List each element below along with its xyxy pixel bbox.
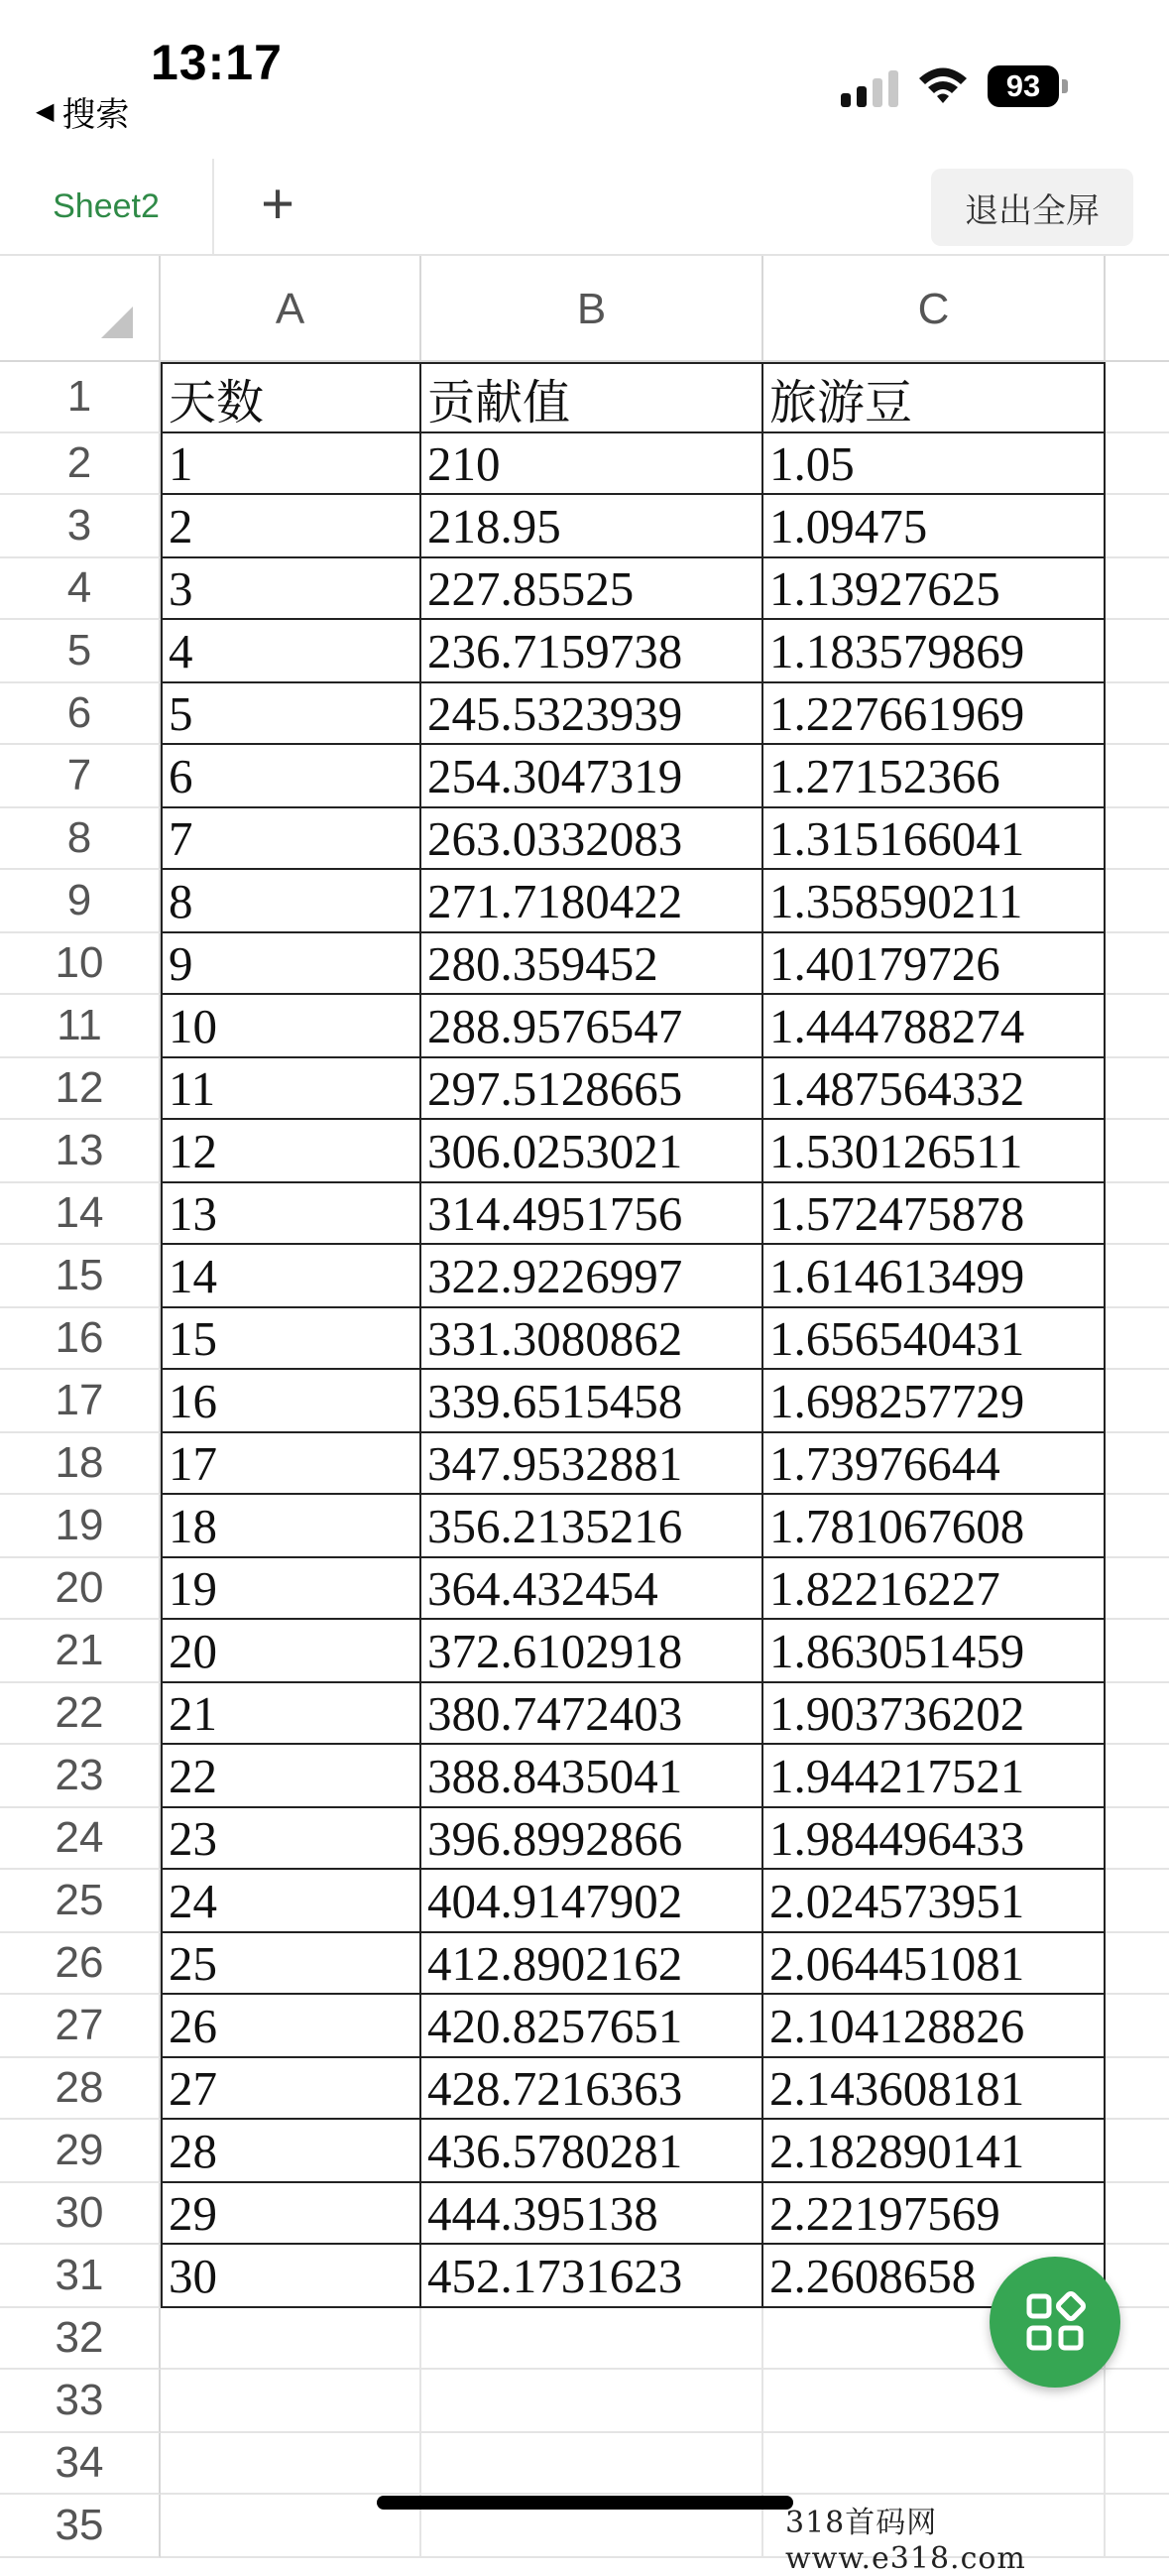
cell-c[interactable]: 2.182890141: [763, 2120, 1106, 2183]
cell-d[interactable]: [1106, 1495, 1169, 1558]
cell-b[interactable]: 428.7216363: [421, 2058, 763, 2120]
cell-c[interactable]: 2.064451081: [763, 1933, 1106, 1995]
cell-a[interactable]: 14: [161, 1245, 421, 1308]
cell-b[interactable]: 297.5128665: [421, 1058, 763, 1120]
cell-c[interactable]: 2.143608181: [763, 2058, 1106, 2120]
cell-a[interactable]: 19: [161, 1558, 421, 1620]
cell-a[interactable]: 9: [161, 933, 421, 995]
cell-c[interactable]: [763, 2433, 1106, 2495]
cell-b[interactable]: 227.85525: [421, 558, 763, 620]
row-header[interactable]: 25: [0, 1870, 161, 1933]
row-header[interactable]: 14: [0, 1183, 161, 1245]
cell-a[interactable]: 2: [161, 495, 421, 558]
cell-b[interactable]: 314.4951756: [421, 1183, 763, 1245]
cell-a[interactable]: 24: [161, 1870, 421, 1933]
table-row: [0, 1870, 1169, 1933]
cell-c[interactable]: 1.09475: [763, 495, 1106, 558]
cell-c[interactable]: 1.614613499: [763, 1245, 1106, 1308]
cell-c[interactable]: 1.487564332: [763, 1058, 1106, 1120]
cell-c[interactable]: 旅游豆: [763, 362, 1106, 433]
cell-b[interactable]: 452.1731623: [421, 2245, 763, 2308]
table-row: [0, 1433, 1169, 1495]
cell-d[interactable]: [1106, 995, 1169, 1058]
row-header[interactable]: 35: [0, 2495, 161, 2558]
cell-c[interactable]: 1.863051459: [763, 1620, 1106, 1683]
cell-b[interactable]: 364.432454: [421, 1558, 763, 1620]
cell-c[interactable]: 1.572475878: [763, 1183, 1106, 1245]
cell-d[interactable]: [1106, 1808, 1169, 1870]
column-header-a[interactable]: A: [161, 256, 421, 362]
cell-c[interactable]: 1.227661969: [763, 683, 1106, 745]
tab-sheet2[interactable]: Sheet2: [0, 159, 214, 254]
wifi-icon: [916, 63, 970, 107]
row-header[interactable]: 12: [0, 1058, 161, 1120]
table-row: [0, 433, 1169, 495]
table-row: [0, 1245, 1169, 1308]
row-header[interactable]: 5: [0, 620, 161, 683]
cell-c[interactable]: 1.05: [763, 433, 1106, 495]
cell-b[interactable]: 396.8992866: [421, 1808, 763, 1870]
cell-b[interactable]: 218.95: [421, 495, 763, 558]
cell-c[interactable]: 1.13927625: [763, 558, 1106, 620]
row-header[interactable]: 11: [0, 995, 161, 1058]
cell-d[interactable]: [1106, 558, 1169, 620]
table-row: [0, 1808, 1169, 1870]
cell-a[interactable]: 30: [161, 2245, 421, 2308]
cell-b[interactable]: 420.8257651: [421, 1995, 763, 2058]
cell-b[interactable]: 380.7472403: [421, 1683, 763, 1745]
table-row: [0, 1120, 1169, 1183]
cell-a[interactable]: 29: [161, 2183, 421, 2245]
battery-level: 93: [988, 65, 1059, 107]
table-row: [0, 2120, 1169, 2183]
watermark-text: 318首码网 www.e318.com: [785, 2506, 1026, 2576]
cell-b[interactable]: [421, 2433, 763, 2495]
cell-d[interactable]: [1106, 1558, 1169, 1620]
cell-c[interactable]: 2.22197569: [763, 2183, 1106, 2245]
cell-b[interactable]: 306.0253021: [421, 1120, 763, 1183]
table-row: [0, 2433, 1169, 2495]
cell-c[interactable]: 1.444788274: [763, 995, 1106, 1058]
cell-a[interactable]: 26: [161, 1995, 421, 2058]
cell-d[interactable]: [1106, 1933, 1169, 1995]
cell-d[interactable]: [1106, 1308, 1169, 1370]
row-header[interactable]: 3: [0, 495, 161, 558]
cell-b[interactable]: [421, 2370, 763, 2433]
row-header[interactable]: 18: [0, 1433, 161, 1495]
cell-a[interactable]: [161, 2308, 421, 2370]
table-row: [0, 870, 1169, 933]
row-header[interactable]: 19: [0, 1495, 161, 1558]
cell-a[interactable]: 7: [161, 808, 421, 870]
cell-d[interactable]: [1106, 2183, 1169, 2245]
table-row: [0, 1683, 1169, 1745]
cell-a[interactable]: 1: [161, 433, 421, 495]
row-header[interactable]: 32: [0, 2308, 161, 2370]
cell-b[interactable]: 263.0332083: [421, 808, 763, 870]
cell-a[interactable]: 27: [161, 2058, 421, 2120]
row-header[interactable]: 31: [0, 2245, 161, 2308]
cell-b[interactable]: 288.9576547: [421, 995, 763, 1058]
table-row: [0, 1308, 1169, 1370]
select-all-triangle-icon: [101, 307, 133, 338]
table-row: [0, 933, 1169, 995]
cell-d[interactable]: [1106, 745, 1169, 808]
table-row: [0, 620, 1169, 683]
cell-b[interactable]: 436.5780281: [421, 2120, 763, 2183]
cell-a[interactable]: 28: [161, 2120, 421, 2183]
row-header[interactable]: 23: [0, 1745, 161, 1808]
row-header[interactable]: 13: [0, 1120, 161, 1183]
cell-a[interactable]: 16: [161, 1370, 421, 1433]
row-header[interactable]: 34: [0, 2433, 161, 2495]
table-row: [0, 362, 1169, 433]
cell-b[interactable]: 339.6515458: [421, 1370, 763, 1433]
cell-b[interactable]: [421, 2308, 763, 2370]
cell-d[interactable]: [1106, 933, 1169, 995]
table-row: [0, 2183, 1169, 2245]
cell-b[interactable]: 347.9532881: [421, 1433, 763, 1495]
row-header[interactable]: 6: [0, 683, 161, 745]
table-row: [0, 495, 1169, 558]
cell-a[interactable]: 11: [161, 1058, 421, 1120]
cellular-signal-icon: [839, 69, 900, 109]
cell-a[interactable]: 5: [161, 683, 421, 745]
row-header[interactable]: 20: [0, 1558, 161, 1620]
cell-c[interactable]: 1.358590211: [763, 870, 1106, 933]
cell-d[interactable]: [1106, 1370, 1169, 1433]
cell-c[interactable]: 1.698257729: [763, 1370, 1106, 1433]
table-row: [0, 1183, 1169, 1245]
table-row: [0, 2058, 1169, 2120]
cell-d[interactable]: [1106, 1120, 1169, 1183]
row-header[interactable]: 27: [0, 1995, 161, 2058]
column-header-row: [0, 256, 1169, 362]
cell-d[interactable]: [1106, 1995, 1169, 2058]
cell-d[interactable]: [1106, 362, 1169, 433]
cell-c[interactable]: 1.656540431: [763, 1308, 1106, 1370]
cell-d[interactable]: [1106, 1683, 1169, 1745]
apps-grid-icon: [1023, 2290, 1087, 2354]
table-row: [0, 1370, 1169, 1433]
cell-d[interactable]: [1106, 683, 1169, 745]
cell-a[interactable]: 8: [161, 870, 421, 933]
row-header[interactable]: 7: [0, 745, 161, 808]
cell-c[interactable]: 1.73976644: [763, 1433, 1106, 1495]
table-row: [0, 2370, 1169, 2433]
cell-a[interactable]: 10: [161, 995, 421, 1058]
cell-b[interactable]: 404.9147902: [421, 1870, 763, 1933]
cell-d[interactable]: [1106, 620, 1169, 683]
cell-b[interactable]: 322.9226997: [421, 1245, 763, 1308]
home-indicator[interactable]: [377, 2496, 793, 2510]
cell-c[interactable]: 1.82216227: [763, 1558, 1106, 1620]
cell-d[interactable]: [1106, 1183, 1169, 1245]
row-header[interactable]: 24: [0, 1808, 161, 1870]
cell-a[interactable]: 21: [161, 1683, 421, 1745]
cell-a[interactable]: 17: [161, 1433, 421, 1495]
cell-c[interactable]: 1.315166041: [763, 808, 1106, 870]
row-header[interactable]: 10: [0, 933, 161, 995]
cell-b[interactable]: 444.395138: [421, 2183, 763, 2245]
row-header[interactable]: 4: [0, 558, 161, 620]
cell-d[interactable]: [1106, 1433, 1169, 1495]
cell-c[interactable]: 1.944217521: [763, 1745, 1106, 1808]
cell-d[interactable]: [1106, 433, 1169, 495]
cell-a[interactable]: 25: [161, 1933, 421, 1995]
table-row: [0, 1933, 1169, 1995]
cell-b[interactable]: 356.2135216: [421, 1495, 763, 1558]
column-header-c[interactable]: C: [763, 256, 1106, 362]
cell-c[interactable]: 2.2608658: [763, 2245, 1106, 2308]
cell-c[interactable]: 1.27152366: [763, 745, 1106, 808]
cell-a[interactable]: 23: [161, 1808, 421, 1870]
cell-c[interactable]: 1.530126511: [763, 1120, 1106, 1183]
row-header[interactable]: 29: [0, 2120, 161, 2183]
row-header[interactable]: 28: [0, 2058, 161, 2120]
exit-fullscreen-button[interactable]: 退出全屏: [931, 169, 1133, 246]
cell-a[interactable]: 天数: [161, 362, 421, 433]
cell-b[interactable]: 388.8435041: [421, 1745, 763, 1808]
table-row: [0, 683, 1169, 745]
battery-tip: [1062, 79, 1068, 93]
cell-b[interactable]: 412.8902162: [421, 1933, 763, 1995]
apps-fab-button[interactable]: [990, 2257, 1120, 2388]
cell-a[interactable]: [161, 2433, 421, 2495]
row-header[interactable]: 1: [0, 362, 161, 433]
row-header[interactable]: 16: [0, 1308, 161, 1370]
cell-d[interactable]: [1106, 1245, 1169, 1308]
table-row: [0, 1620, 1169, 1683]
battery-indicator: [988, 65, 1069, 107]
cell-a[interactable]: [161, 2370, 421, 2433]
table-row: [0, 745, 1169, 808]
row-header[interactable]: 26: [0, 1933, 161, 1995]
row-header[interactable]: 17: [0, 1370, 161, 1433]
cell-d[interactable]: [1106, 2120, 1169, 2183]
row-header[interactable]: 8: [0, 808, 161, 870]
cell-a[interactable]: 15: [161, 1308, 421, 1370]
cell-b[interactable]: 236.7159738: [421, 620, 763, 683]
cell-b[interactable]: 280.359452: [421, 933, 763, 995]
cell-d[interactable]: [1106, 2370, 1169, 2433]
table-row: [0, 558, 1169, 620]
table-row: [0, 1058, 1169, 1120]
cell-d[interactable]: [1106, 2433, 1169, 2495]
cell-a[interactable]: 13: [161, 1183, 421, 1245]
cell-d[interactable]: [1106, 1620, 1169, 1683]
cell-a[interactable]: 22: [161, 1745, 421, 1808]
cell-a[interactable]: 6: [161, 745, 421, 808]
row-header[interactable]: 33: [0, 2370, 161, 2433]
status-bar: [0, 0, 1169, 149]
cell-a[interactable]: 20: [161, 1620, 421, 1683]
cell-b[interactable]: 331.3080862: [421, 1308, 763, 1370]
cell-d[interactable]: [1106, 2058, 1169, 2120]
cell-d[interactable]: [1106, 808, 1169, 870]
row-header[interactable]: 9: [0, 870, 161, 933]
column-header-b[interactable]: B: [421, 256, 763, 362]
table-row: [0, 1745, 1169, 1808]
cell-a[interactable]: 18: [161, 1495, 421, 1558]
cell-c[interactable]: 2.104128826: [763, 1995, 1106, 2058]
back-to-search-link[interactable]: [36, 87, 129, 136]
cell-a[interactable]: 12: [161, 1120, 421, 1183]
rows-container: [0, 362, 1169, 2558]
cell-b[interactable]: 贡献值: [421, 362, 763, 433]
row-header[interactable]: 15: [0, 1245, 161, 1308]
add-sheet-button[interactable]: +: [261, 172, 294, 236]
cell-a[interactable]: 4: [161, 620, 421, 683]
table-row: [0, 995, 1169, 1058]
row-header[interactable]: 2: [0, 433, 161, 495]
cell-d[interactable]: [1106, 495, 1169, 558]
cell-c[interactable]: 2.024573951: [763, 1870, 1106, 1933]
back-triangle-icon: ◀: [36, 98, 55, 125]
cell-d[interactable]: [1106, 1058, 1169, 1120]
row-header[interactable]: 30: [0, 2183, 161, 2245]
table-row: [0, 1495, 1169, 1558]
row-header[interactable]: 21: [0, 1620, 161, 1683]
sheet-toolbar: [0, 149, 1169, 256]
cell-b[interactable]: 271.7180422: [421, 870, 763, 933]
cell-d[interactable]: [1106, 1745, 1169, 1808]
table-row: [0, 808, 1169, 870]
select-all-corner[interactable]: [0, 256, 161, 362]
cell-b[interactable]: 254.3047319: [421, 745, 763, 808]
cell-a[interactable]: 3: [161, 558, 421, 620]
cell-c[interactable]: 1.183579869: [763, 620, 1106, 683]
table-row: [0, 1995, 1169, 2058]
clock-time: 13:17: [151, 35, 283, 90]
cell-c[interactable]: 1.40179726: [763, 933, 1106, 995]
table-row: [0, 1558, 1169, 1620]
cell-b[interactable]: 210: [421, 433, 763, 495]
back-link-label: 搜索: [61, 96, 130, 134]
row-header[interactable]: 22: [0, 1683, 161, 1745]
cell-c[interactable]: 1.903736202: [763, 1683, 1106, 1745]
cell-b[interactable]: 372.6102918: [421, 1620, 763, 1683]
column-header-d[interactable]: [1106, 256, 1169, 362]
cell-c[interactable]: 1.984496433: [763, 1808, 1106, 1870]
cell-d[interactable]: [1106, 1870, 1169, 1933]
cell-c[interactable]: 1.781067608: [763, 1495, 1106, 1558]
cell-b[interactable]: 245.5323939: [421, 683, 763, 745]
cell-d[interactable]: [1106, 870, 1169, 933]
